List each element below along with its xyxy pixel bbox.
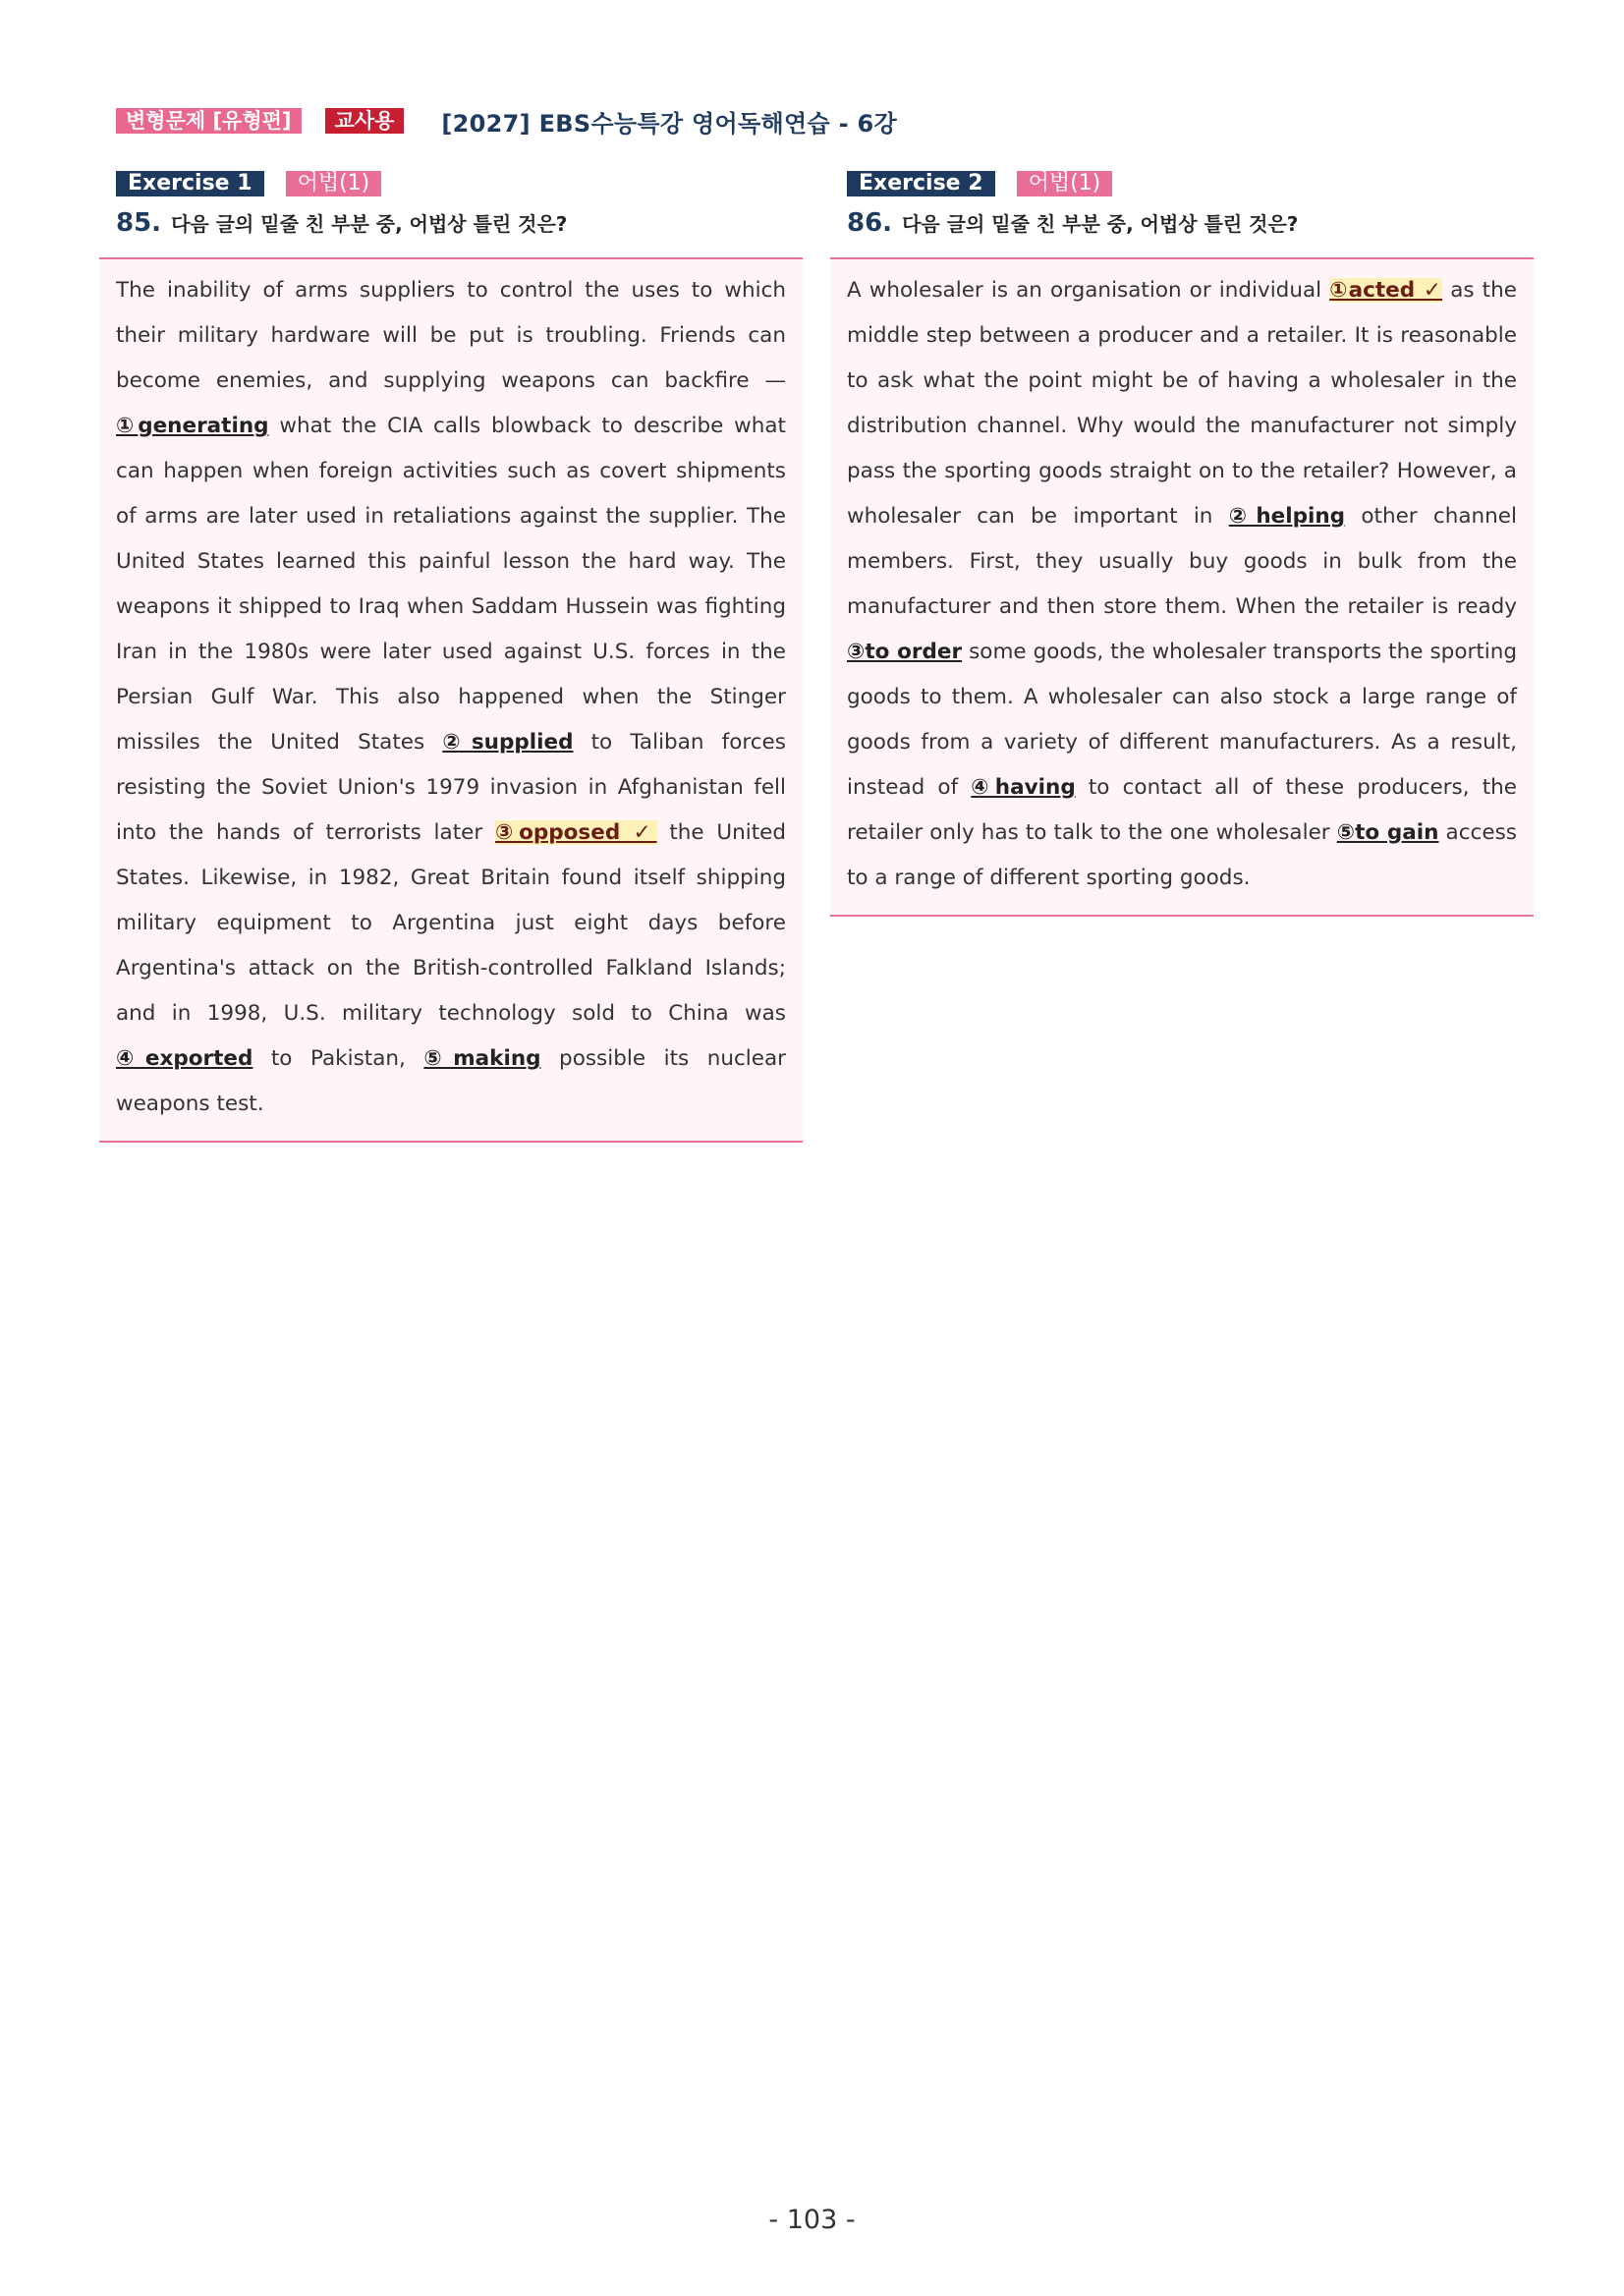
underlined-choice: ④exported [116, 1046, 253, 1071]
underlined-choice: ②helping [1228, 504, 1346, 529]
passage-text: to contact all of these producers, the retailer only has to talk to the one wholesaler [847, 775, 1517, 845]
underlined-choice: ①generating [116, 414, 269, 438]
teacher-edition-tag: 교사용 [325, 108, 405, 134]
passage-text: access to a range of different sporting goods. [847, 820, 1517, 890]
passage-text: possible its nuclear weapons test. [116, 1046, 786, 1116]
exercise-2-labels [847, 171, 1534, 196]
underlined-choice: ⑤to gain [1336, 820, 1439, 845]
passage-text: the United States. Likewise, in 1982, Great Britain found itself shipping military equipment to Argentina just eight days before Argentina's attack on the British-controlled Falkland Islands; and in 1998, U.S. military technology sold to China was [116, 820, 787, 1026]
underlined-choice: ④having [971, 775, 1076, 800]
answer-choice: ①acted ✓ [1329, 278, 1443, 303]
passage-text: to Taliban forces resisting the Soviet Union's 1979 invasion in Afghanistan fell into the hands of terrorists later [116, 730, 786, 845]
underlined-choice: ⑤making [423, 1046, 541, 1071]
passage-text: other channel members. First, they usually buy goods in bulk from the manufacturer and then store them. When the retailer is ready [847, 504, 1517, 619]
variant-type-tag: 변형문제 [유형편] [116, 108, 302, 134]
book-title: [2027] EBS수능특강 영어독해연습 - 6강 [441, 109, 897, 138]
passage-text: as the middle step between a producer and a retailer. It is reasonable to ask what the point might be of having a wholesaler in the distribution channel. Why would the manufacturer not simply pass the sporting goods straight on to the retailer? However, a wholesaler can be important in [847, 278, 1517, 529]
exercise-1-labels [116, 171, 803, 196]
question-text: 다음 글의 밑줄 친 부분 중, 어법상 틀린 것은? [902, 212, 1299, 236]
passage-box [830, 257, 1534, 917]
exercise-label: Exercise 1 [116, 171, 264, 196]
question-row [847, 208, 1534, 238]
page-header [116, 106, 897, 136]
question-text: 다음 글의 밑줄 친 부분 중, 어법상 틀린 것은? [171, 212, 568, 236]
passage-text: A wholesaler is an organisation or individual [847, 278, 1330, 303]
exercise-type-tag: 어법(1) [1017, 171, 1113, 196]
passage-text: some goods, the wholesaler transports the sporting goods to them. A wholesaler can also stock a large range of goods from a variety of different manufacturers. As a result, instead of [847, 640, 1517, 800]
question-row [116, 208, 803, 238]
exercise-type-tag: 어법(1) [286, 171, 382, 196]
passage-box [99, 257, 803, 1143]
exercise-label: Exercise 2 [847, 171, 995, 196]
passage-text: to Pakistan, [252, 1046, 424, 1071]
page-number: - 103 - [768, 2205, 856, 2235]
exercise-2 [830, 171, 1534, 917]
passage-text: what the CIA calls blowback to describe what can happen when foreign activities such as covert shipments of arms are later used in retaliations against the supplier. The United States learned this painful lesson the hard way. The weapons it shipped to Iraq when Saddam Hussein was fighting Iran in the 1980s were later used against U.S. forces in the Persian Gulf War. This also happened when the Stinger missiles the United States [116, 414, 786, 755]
passage-text: The inability of arms suppliers to control the uses to which their military hardware will be put is troubling. Friends can become enemies, and supplying weapons can backfire — [116, 278, 786, 393]
question-number: 85. [116, 208, 162, 238]
underlined-choice: ②supplied [442, 730, 574, 755]
question-number: 86. [847, 208, 893, 238]
underlined-choice: ③to order [847, 640, 963, 664]
exercise-1 [99, 171, 803, 1143]
answer-choice: ③opposed ✓ [494, 820, 657, 845]
